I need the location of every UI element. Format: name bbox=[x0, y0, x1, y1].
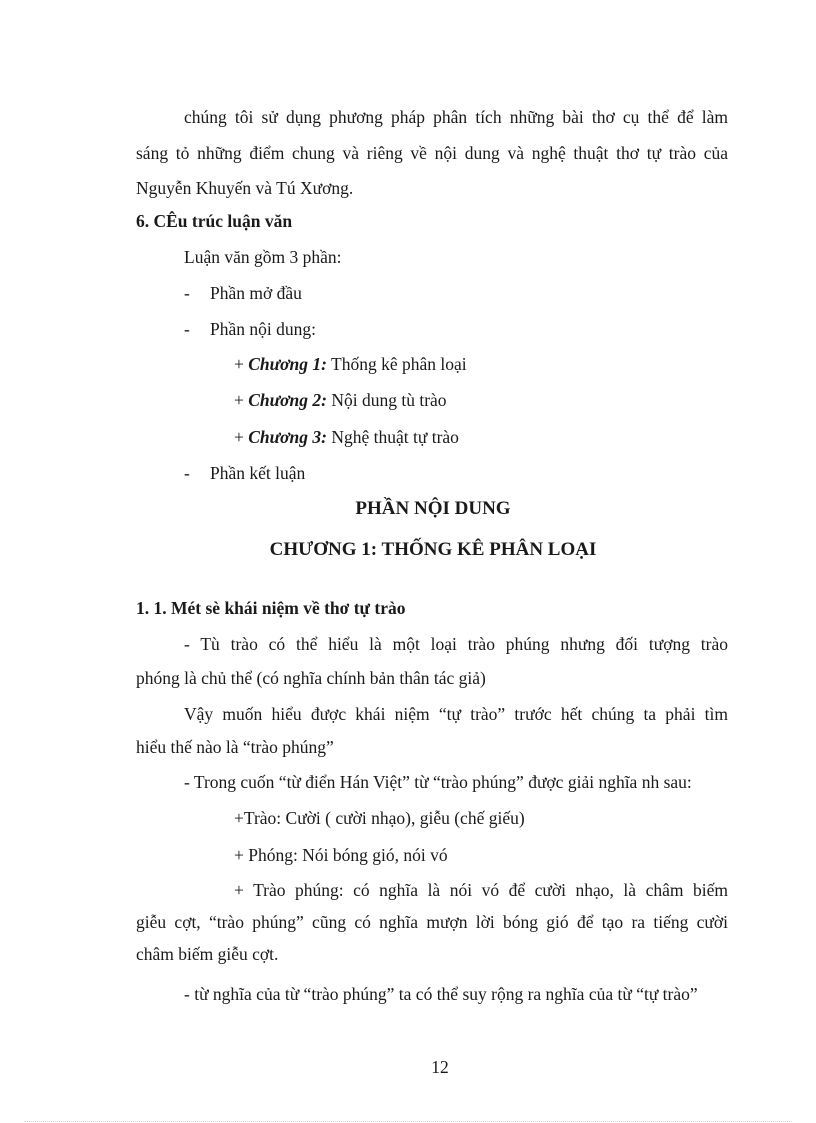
definition-phong: + Phóng: Nói bóng gió, nói vó bbox=[234, 845, 448, 865]
paragraph-4: - từ nghĩa của từ “trào phúng” ta có thể suy rộng ra nghĩa của từ “tự trào” bbox=[184, 984, 698, 1004]
section-6-heading: 6. CÊu trúc luận văn bbox=[136, 211, 293, 231]
definition-trao: +Trào: Cười ( cười nhạo), giễu (chế giếu) bbox=[234, 808, 525, 828]
intro-line-2: sáng tỏ những điểm chung và riêng về nội dung và nghệ thuật thơ tự trào của bbox=[136, 143, 728, 163]
intro-line-1: chúng tôi sử dụng phương pháp phân tích những bài thơ cụ thể để làm bbox=[184, 107, 728, 127]
part-item-intro bbox=[184, 282, 302, 304]
paragraph-2-line-2: hiểu thế nào là “trào phúng” bbox=[136, 737, 334, 757]
chapter-item-2 bbox=[234, 389, 447, 411]
paragraph-1-line-1: - Tù trào có thể hiểu là một loại trào phúng nhưng đối tượng trào bbox=[184, 634, 728, 654]
part-title: PHẦN NỘI DUNG bbox=[355, 498, 511, 519]
thesis-structure-summary: Luận văn gồm 3 phần: bbox=[184, 247, 342, 267]
bullet-dash: - bbox=[184, 319, 190, 339]
part-label: Phần mở đầu bbox=[210, 283, 302, 303]
section-1-1-heading: 1. 1. Mét sè khái niệm về thơ tự trào bbox=[136, 598, 406, 618]
chapter-title: Thống kê phân loại bbox=[326, 354, 467, 374]
part-label: Phần nội dung: bbox=[210, 319, 316, 339]
plus-sign: + bbox=[234, 390, 249, 410]
page-bottom-divider bbox=[24, 1121, 792, 1122]
chapter-title: CHƯƠNG 1: THỐNG KÊ PHÂN LOẠI bbox=[269, 539, 597, 560]
chapter-label: Chương 3: bbox=[248, 427, 327, 447]
chapter-title: Nội dung tù trào bbox=[326, 390, 447, 410]
bullet-dash: - bbox=[184, 283, 190, 303]
intro-line-3: Nguyễn Khuyến và Tú Xương. bbox=[136, 178, 354, 198]
chapter-title: Nghệ thuật tự trào bbox=[326, 427, 459, 447]
plus-sign: + bbox=[234, 427, 249, 447]
chapter-item-1 bbox=[234, 353, 467, 375]
definition-trao-phung-line-1: + Trào phúng: có nghĩa là nói vó để cười nhạo, là châm biếm bbox=[234, 880, 728, 900]
definition-trao-phung-line-3: châm biếm giễu cợt. bbox=[136, 944, 279, 964]
chapter-item-3 bbox=[234, 426, 459, 448]
definition-trao-phung-line-2: giễu cợt, “trào phúng” cũng có nghĩa mượn lời bóng gió để tạo ra tiếng cười bbox=[136, 912, 728, 932]
plus-sign: + bbox=[234, 354, 249, 374]
part-item-content bbox=[184, 318, 316, 340]
bullet-dash: - bbox=[184, 463, 190, 483]
chapter-label: Chương 1: bbox=[248, 354, 327, 374]
paragraph-2-line-1: Vậy muốn hiểu được khái niệm “tự trào” trước hết chúng ta phải tìm bbox=[184, 704, 728, 724]
part-item-conclusion bbox=[184, 462, 305, 484]
chapter-label: Chương 2: bbox=[248, 390, 327, 410]
part-label: Phần kết luận bbox=[210, 463, 306, 483]
paragraph-1-line-2: phóng là chủ thể (có nghĩa chính bản thân tác giả) bbox=[136, 668, 486, 688]
paragraph-3: - Trong cuốn “từ điển Hán Việt” từ “trào phúng” được giải nghĩa nh sau: bbox=[184, 772, 692, 792]
page-number: 12 bbox=[431, 1057, 449, 1077]
